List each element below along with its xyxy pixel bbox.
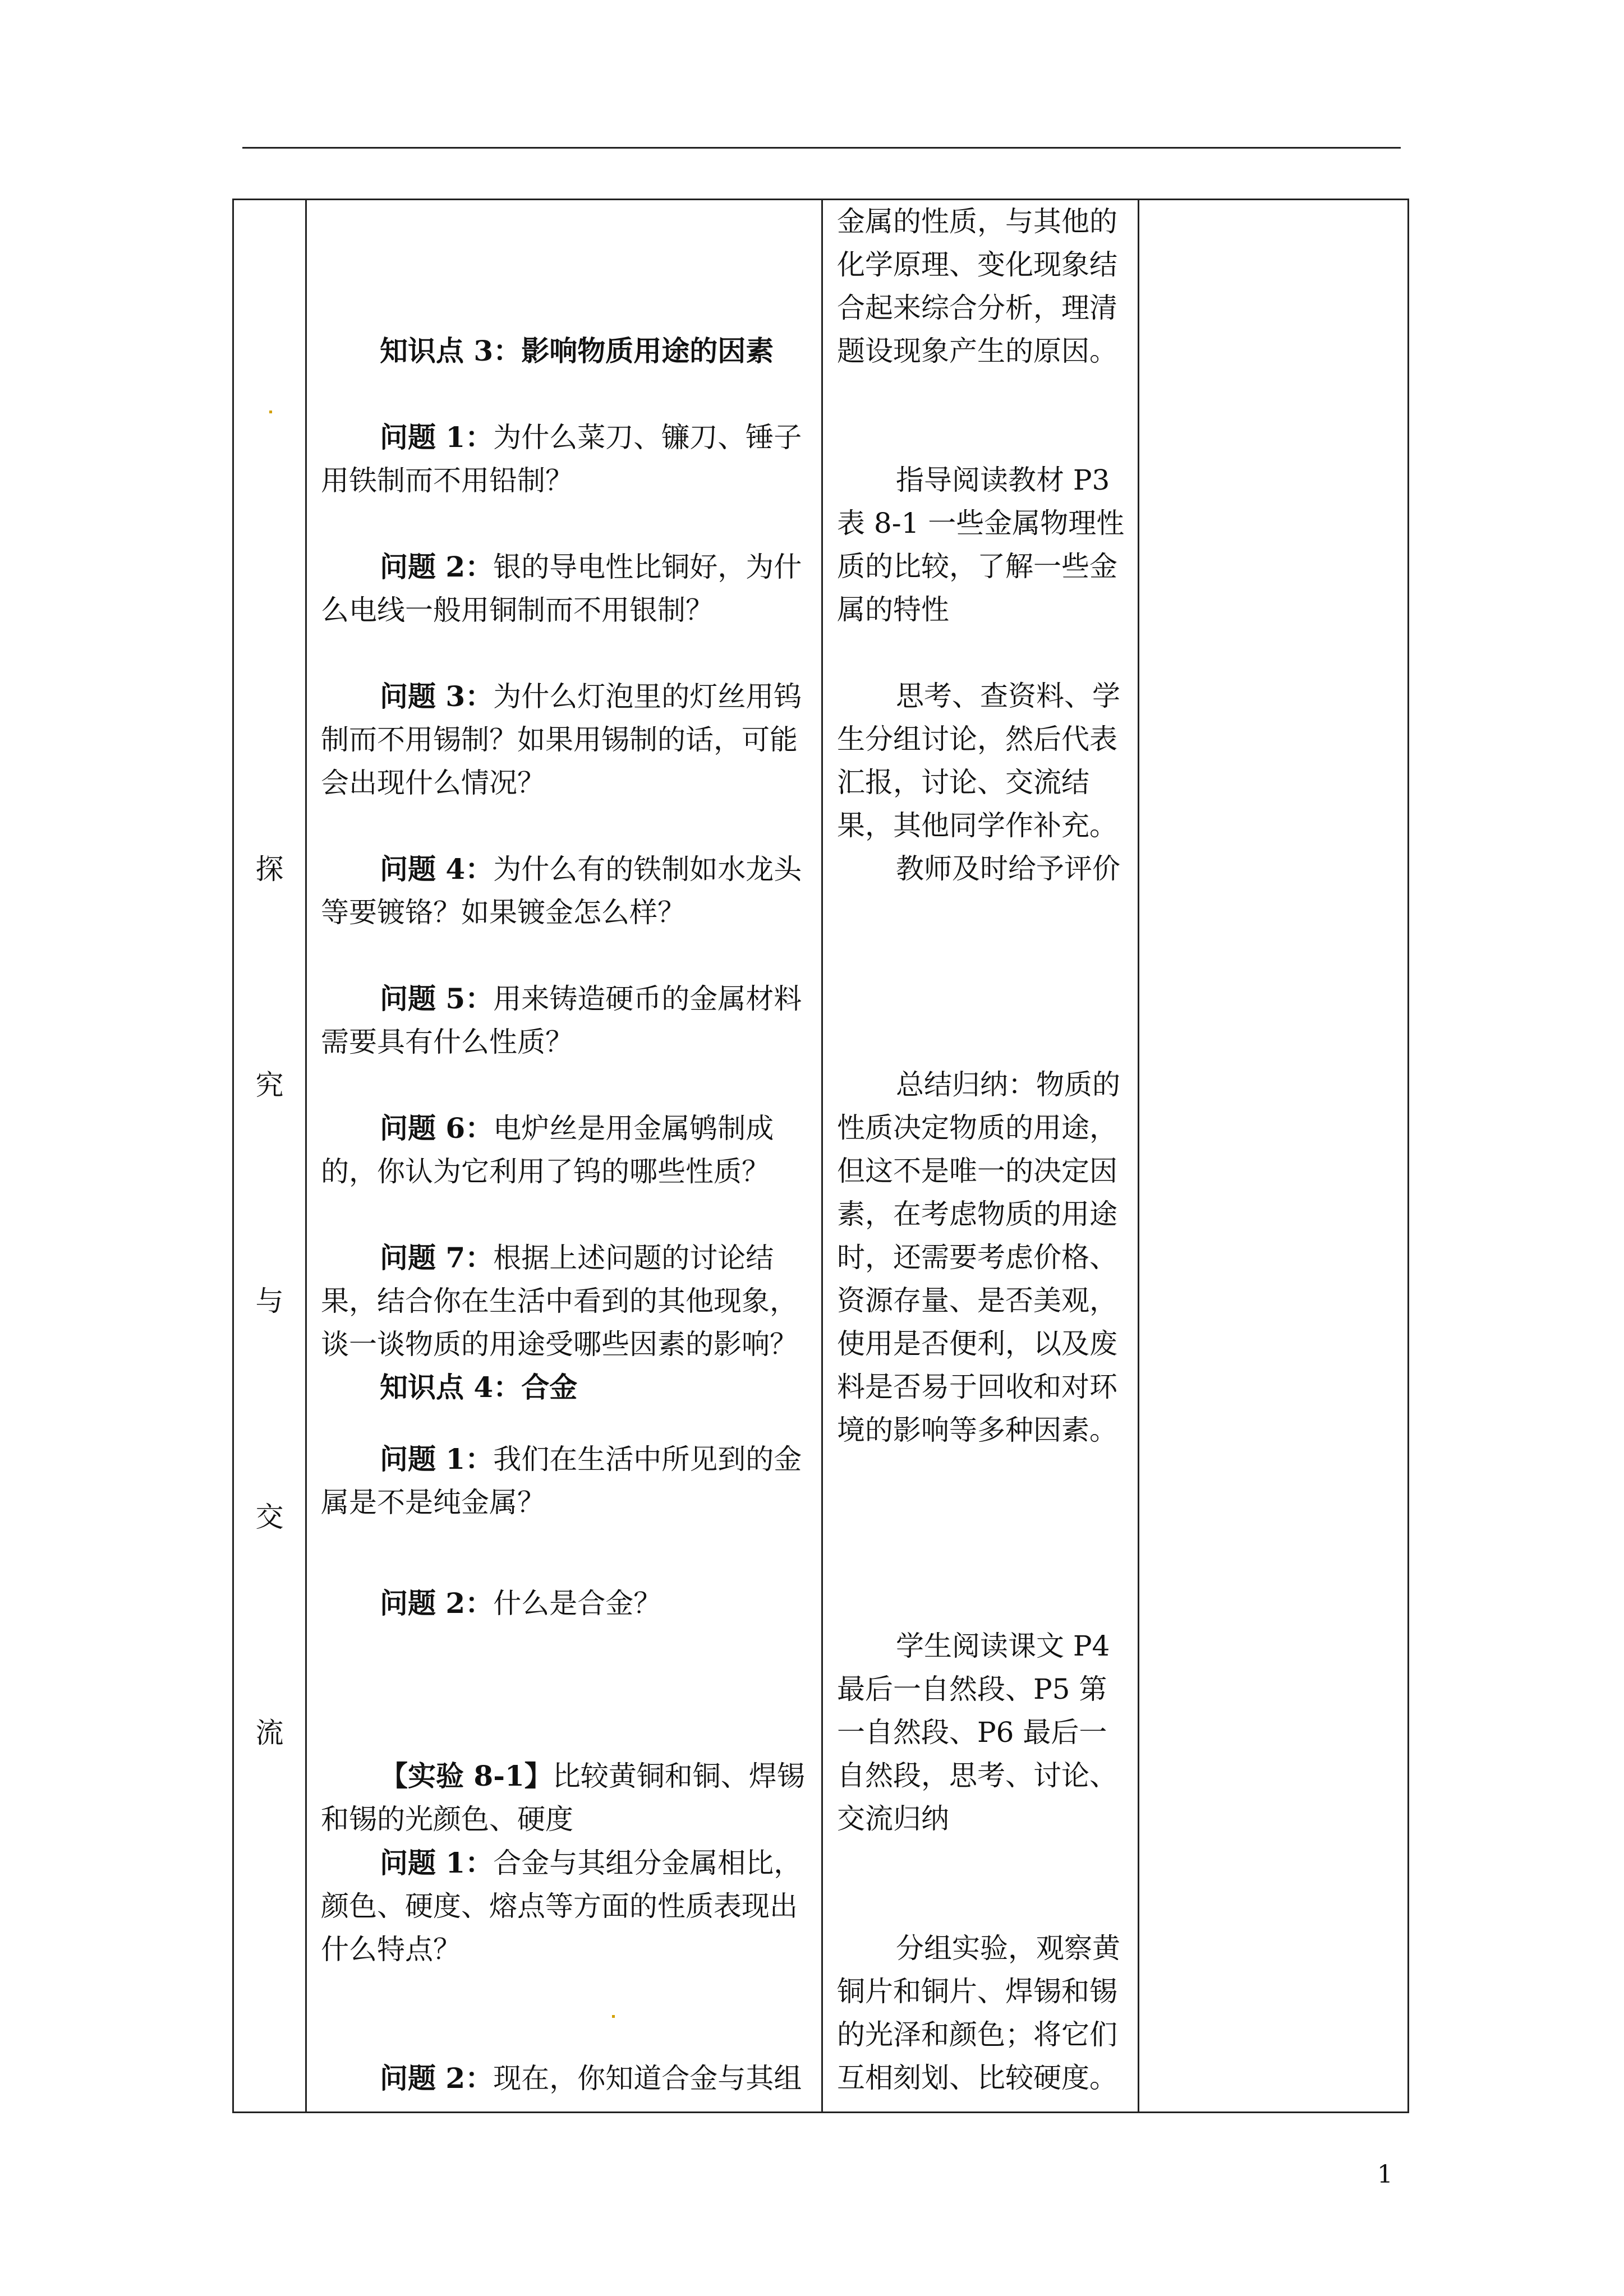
q5-text: 用来铸造硬币的金属材料需要具有什么性质？ [321,983,802,1058]
stage-char-3: 与 [255,1285,284,1317]
activities-column [321,200,815,2107]
kp3-title: 知识点 3：影响物质用途的因素 [380,334,774,367]
question-3 [321,675,815,805]
header-rule [242,147,1401,149]
question-2 [321,545,815,632]
column-divider-3 [1138,200,1139,2111]
guidance-text-5: 学生阅读课文 P4 最后一自然段、P5 第一自然段、P6 最后一自然段，思考、讨论、交流归纳 [837,1630,1117,1835]
q1-label: 问题 1： [380,421,494,454]
column-divider-1 [305,200,307,2111]
q6-text: 电炉丝是用金属鸲制成的，你认为它利用了钨的哪些性质？ [321,1112,774,1188]
guidance-text-4: 总结归纳：物质的性质决定物质的用途，但这不是唯一的决定因素，在考虑物质的用途时，还需要考虑价格、资源存量、是否美观，使用是否便利，以及废料是否易于回收和对环境的影响等多种因素。 [837,1068,1120,1446]
kp4-question-2 [321,1582,815,1625]
question-1 [321,416,815,502]
question-7 [321,1236,815,1366]
kp3-title-block [321,329,815,372]
stage-char-4: 交 [255,1501,284,1533]
q7-text: 根据上述问题的讨论结果，结合你在生活中看到的其他现象，谈一谈物质的用途受哪些因素的影响？ [321,1242,798,1361]
guidance-block-4 [837,1063,1134,1452]
exp-q2-label: 问题 2： [380,2062,494,2095]
exp-q1-text: 合金与其组分金属相比，颜色、硬度、熔点等方面的性质表现出什么特点？ [321,1847,802,1966]
guidance-text-3: 教师及时给予评价 [896,852,1120,885]
kp4-q2-label: 问题 2： [380,1587,494,1620]
kp4-q1-label: 问题 1： [380,1442,494,1476]
exp-question-2 [321,2057,815,2100]
q3-label: 问题 3： [380,680,494,713]
kp4-q2-text: 什么是合金？ [493,1587,662,1620]
experiment-label: 【实验 8-1】 [380,1759,553,1792]
page-number: 1 [1377,2160,1393,2189]
guidance-text-1: 指导阅读教材 P3 表 8-1 一些金属物理性质的比较，了解一些金属的特性 [837,464,1125,626]
guidance-block-0 [837,200,1134,373]
kp4-question-1 [321,1437,815,1524]
experiment-8-1 [321,1754,815,1971]
stage-char-1: 探 [255,853,284,886]
lesson-table [232,199,1409,2113]
column-divider-2 [821,200,823,2111]
guidance-block-2 [837,675,1134,847]
kp4-title-block [321,1366,815,1409]
q2-text: 银的导电性比铜好，为什么电线一般用铜制而不用银制？ [321,551,802,626]
guidance-block-1 [837,459,1134,631]
guidance-block-6 [837,1927,1134,2100]
q4-text: 为什么有的铁制如水龙头等要镀铬？如果镀金怎么样？ [321,853,802,929]
question-4 [321,847,815,934]
q7-label: 问题 7： [380,1241,494,1274]
guidance-column [837,200,1134,2107]
stage-char-2: 究 [255,1069,284,1101]
decorative-dot [269,411,272,413]
kp4-title: 知识点 4：合金 [380,1371,578,1404]
guidance-text-2: 思考、查资料、学生分组讨论，然后代表汇报，讨论、交流结果，其他同学作补充。 [837,680,1120,842]
q1-text: 为什么菜刀、镰刀、锤子用铁制而不用铅制？ [321,421,802,497]
exp-q2-text: 现在，你知道合金与其组 [493,2062,802,2095]
q4-label: 问题 4： [380,852,494,886]
question-6 [321,1106,815,1193]
guidance-text-6: 分组实验，观察黄铜片和铜片、焊锡和锡的光泽和颜色；将它们互相刻划、比较硬度。 [837,1932,1120,2094]
guidance-block-5 [837,1625,1134,1841]
exp-q1-label: 问题 1： [380,1846,494,1879]
guidance-block-3 [837,847,1134,891]
stage-char-5: 流 [255,1717,284,1749]
q6-label: 问题 6： [380,1112,494,1145]
q5-label: 问题 5： [380,982,494,1015]
q3-text: 为什么灯泡里的灯丝用钨制而不用锡制？如果用锡制的话，可能会出现什么情况？ [321,680,802,799]
q2-label: 问题 2： [380,550,494,583]
kp4-q1-text: 我们在生活中所见到的金属是不是纯金属？ [321,1443,802,1519]
decorative-dot [612,2015,615,2018]
question-5 [321,977,815,1064]
guidance-text-0: 金属的性质，与其他的化学原理、变化现象结合起来综合分析，理清题设现象产生的原因。 [837,205,1117,367]
experiment-text: 比较黄铜和铜、焊锡和锡的光颜色、硬度 [321,1760,805,1836]
